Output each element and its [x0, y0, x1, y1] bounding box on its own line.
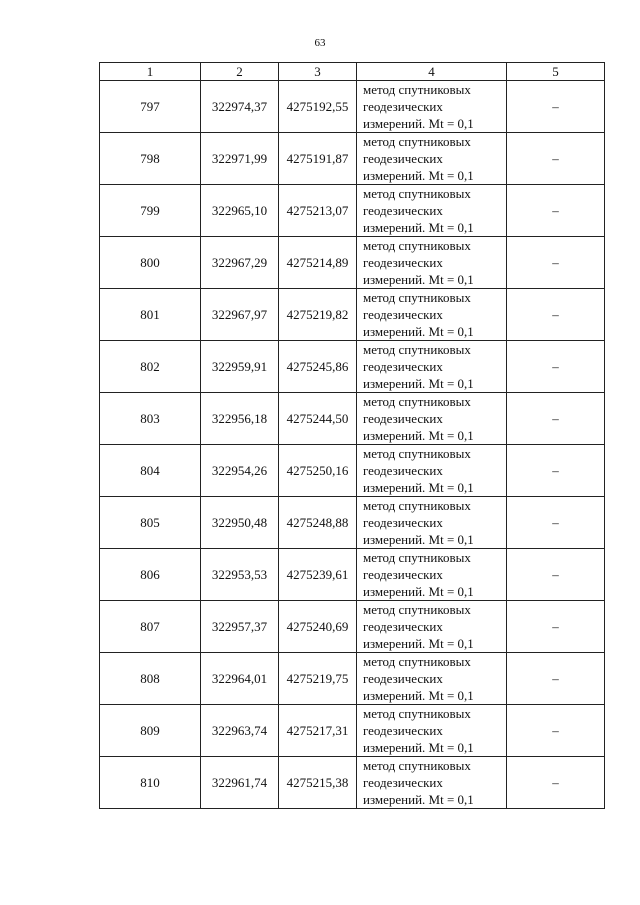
column-header-5: 5: [507, 63, 605, 81]
x-coordinate-cell: 322950,48: [201, 497, 279, 549]
x-coordinate-cell: 322954,26: [201, 445, 279, 497]
note-cell: –: [507, 757, 605, 809]
table-row: [100, 549, 605, 601]
method-line: измерений. Mt = 0,1: [363, 428, 474, 443]
y-coordinate-cell: 4275244,50: [279, 393, 357, 445]
method-cell: [357, 393, 507, 445]
method-cell: [357, 81, 507, 133]
method-line: геодезических: [363, 463, 443, 478]
method-line: измерений. Mt = 0,1: [363, 792, 474, 807]
method-line: метод спутниковых: [363, 82, 471, 97]
table-row: [100, 185, 605, 237]
method-cell: [357, 289, 507, 341]
table-row: [100, 341, 605, 393]
note-cell: –: [507, 601, 605, 653]
x-coordinate-cell: 322974,37: [201, 81, 279, 133]
method-line: метод спутниковых: [363, 134, 471, 149]
method-line: геодезических: [363, 99, 443, 114]
note-cell: –: [507, 653, 605, 705]
table-row: [100, 81, 605, 133]
method-line: метод спутниковых: [363, 654, 471, 669]
method-line: геодезических: [363, 723, 443, 738]
method-cell: [357, 133, 507, 185]
method-line: геодезических: [363, 619, 443, 634]
table-row: [100, 445, 605, 497]
method-line: измерений. Mt = 0,1: [363, 116, 474, 131]
y-coordinate-cell: 4275250,16: [279, 445, 357, 497]
method-line: измерений. Mt = 0,1: [363, 740, 474, 755]
method-line: метод спутниковых: [363, 602, 471, 617]
column-header-3: 3: [279, 63, 357, 81]
y-coordinate-cell: 4275192,55: [279, 81, 357, 133]
method-line: метод спутниковых: [363, 342, 471, 357]
method-line: метод спутниковых: [363, 498, 471, 513]
y-coordinate-cell: 4275213,07: [279, 185, 357, 237]
note-cell: –: [507, 393, 605, 445]
method-line: геодезических: [363, 567, 443, 582]
table-header: [100, 63, 605, 81]
x-coordinate-cell: 322961,74: [201, 757, 279, 809]
x-coordinate-cell: 322967,97: [201, 289, 279, 341]
table-row: [100, 393, 605, 445]
y-coordinate-cell: 4275214,89: [279, 237, 357, 289]
method-line: метод спутниковых: [363, 758, 471, 773]
x-coordinate-cell: 322963,74: [201, 705, 279, 757]
method-line: измерений. Mt = 0,1: [363, 480, 474, 495]
table-row: [100, 705, 605, 757]
note-cell: –: [507, 237, 605, 289]
x-coordinate-cell: 322965,10: [201, 185, 279, 237]
table-row: [100, 653, 605, 705]
point-number-cell: 798: [100, 133, 201, 185]
point-number-cell: 808: [100, 653, 201, 705]
method-line: измерений. Mt = 0,1: [363, 376, 474, 391]
method-cell: [357, 185, 507, 237]
method-line: геодезических: [363, 671, 443, 686]
point-number-cell: 804: [100, 445, 201, 497]
method-line: геодезических: [363, 775, 443, 790]
note-cell: –: [507, 289, 605, 341]
method-line: измерений. Mt = 0,1: [363, 636, 474, 651]
method-cell: [357, 237, 507, 289]
point-number-cell: 810: [100, 757, 201, 809]
method-line: геодезических: [363, 151, 443, 166]
point-number-cell: 800: [100, 237, 201, 289]
coordinates-table: [99, 62, 605, 809]
method-cell: [357, 497, 507, 549]
x-coordinate-cell: 322953,53: [201, 549, 279, 601]
y-coordinate-cell: 4275215,38: [279, 757, 357, 809]
x-coordinate-cell: 322957,37: [201, 601, 279, 653]
y-coordinate-cell: 4275240,69: [279, 601, 357, 653]
method-cell: [357, 601, 507, 653]
method-line: метод спутниковых: [363, 550, 471, 565]
page-number: 63: [314, 37, 326, 49]
column-header-4: 4: [357, 63, 507, 81]
x-coordinate-cell: 322959,91: [201, 341, 279, 393]
note-cell: –: [507, 705, 605, 757]
method-line: измерений. Mt = 0,1: [363, 688, 474, 703]
point-number-cell: 807: [100, 601, 201, 653]
y-coordinate-cell: 4275219,75: [279, 653, 357, 705]
method-line: измерений. Mt = 0,1: [363, 272, 474, 287]
method-line: метод спутниковых: [363, 238, 471, 253]
column-header-1: 1: [100, 63, 201, 81]
table-row: [100, 133, 605, 185]
point-number-cell: 801: [100, 289, 201, 341]
note-cell: –: [507, 445, 605, 497]
method-cell: [357, 549, 507, 601]
method-cell: [357, 341, 507, 393]
y-coordinate-cell: 4275217,31: [279, 705, 357, 757]
note-cell: –: [507, 341, 605, 393]
method-line: метод спутниковых: [363, 446, 471, 461]
x-coordinate-cell: 322967,29: [201, 237, 279, 289]
table-row: [100, 601, 605, 653]
method-line: метод спутниковых: [363, 290, 471, 305]
method-line: метод спутниковых: [363, 706, 471, 721]
point-number-cell: 802: [100, 341, 201, 393]
method-line: измерений. Mt = 0,1: [363, 532, 474, 547]
method-line: геодезических: [363, 515, 443, 530]
method-line: метод спутниковых: [363, 186, 471, 201]
point-number-cell: 806: [100, 549, 201, 601]
method-cell: [357, 445, 507, 497]
note-cell: –: [507, 497, 605, 549]
y-coordinate-cell: 4275245,86: [279, 341, 357, 393]
table-row: [100, 237, 605, 289]
table-row: [100, 757, 605, 809]
header-row: [100, 63, 605, 81]
x-coordinate-cell: 322964,01: [201, 653, 279, 705]
point-number-cell: 809: [100, 705, 201, 757]
y-coordinate-cell: 4275219,82: [279, 289, 357, 341]
method-line: измерений. Mt = 0,1: [363, 584, 474, 599]
method-line: измерений. Mt = 0,1: [363, 324, 474, 339]
method-cell: [357, 705, 507, 757]
note-cell: –: [507, 81, 605, 133]
point-number-cell: 797: [100, 81, 201, 133]
y-coordinate-cell: 4275191,87: [279, 133, 357, 185]
table-body: [100, 81, 605, 809]
x-coordinate-cell: 322971,99: [201, 133, 279, 185]
point-number-cell: 805: [100, 497, 201, 549]
y-coordinate-cell: 4275239,61: [279, 549, 357, 601]
method-line: измерений. Mt = 0,1: [363, 220, 474, 235]
method-line: метод спутниковых: [363, 394, 471, 409]
method-line: измерений. Mt = 0,1: [363, 168, 474, 183]
method-cell: [357, 653, 507, 705]
note-cell: –: [507, 549, 605, 601]
point-number-cell: 799: [100, 185, 201, 237]
method-cell: [357, 757, 507, 809]
point-number-cell: 803: [100, 393, 201, 445]
note-cell: –: [507, 133, 605, 185]
x-coordinate-cell: 322956,18: [201, 393, 279, 445]
method-line: геодезических: [363, 411, 443, 426]
note-cell: –: [507, 185, 605, 237]
column-header-2: 2: [201, 63, 279, 81]
y-coordinate-cell: 4275248,88: [279, 497, 357, 549]
table-row: [100, 497, 605, 549]
table-row: [100, 289, 605, 341]
method-line: геодезических: [363, 203, 443, 218]
method-line: геодезических: [363, 359, 443, 374]
method-line: геодезических: [363, 255, 443, 270]
method-line: геодезических: [363, 307, 443, 322]
